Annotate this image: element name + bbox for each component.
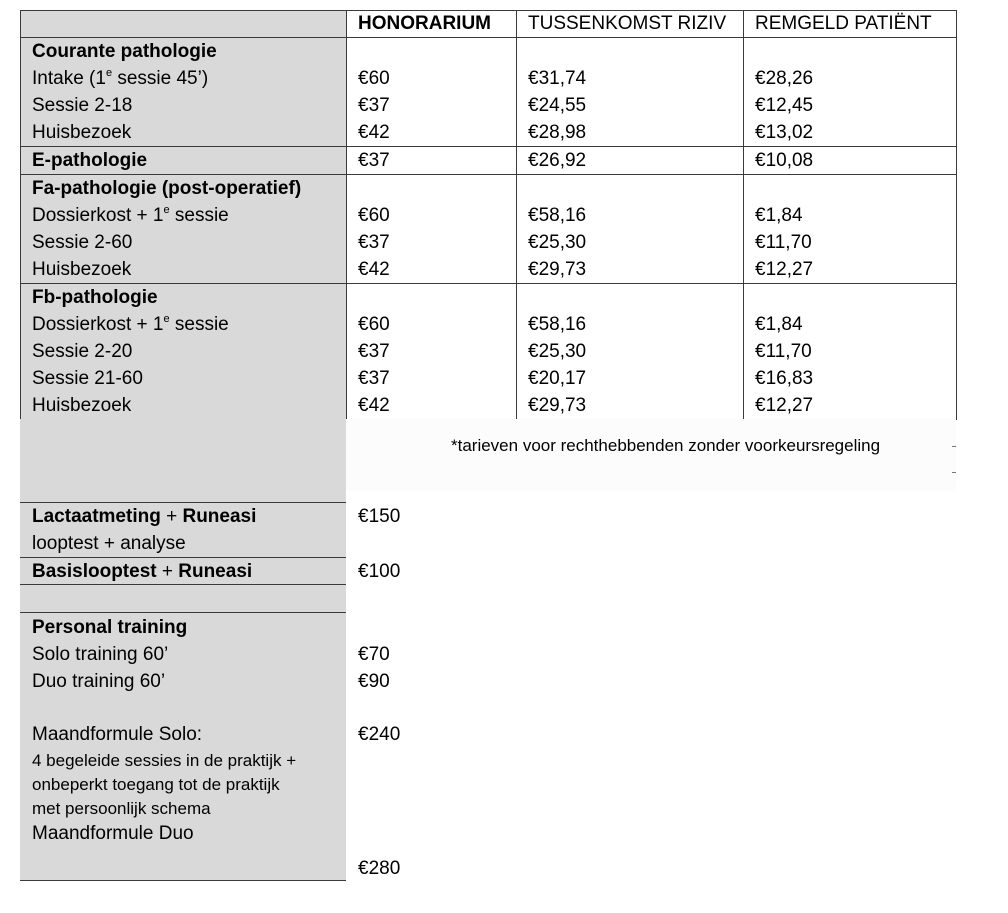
section-fb-pathologie: [21, 284, 957, 420]
basis-price: €100: [358, 561, 401, 582]
footnote-text: *tarieven voor rechthebbenden zonder voorkeursregeling: [451, 436, 881, 455]
section-title: Courante pathologie: [32, 41, 217, 62]
row-label: [32, 202, 346, 229]
row-label: Huisbezoek: [32, 122, 132, 143]
maandformule-solo-price: €240: [358, 724, 401, 745]
label-text: Dossierkost + 1: [32, 205, 164, 226]
riziv-value: €58,16: [528, 205, 587, 226]
honorarium-cell: [347, 175, 517, 284]
row-label: Sessie 2-20: [32, 341, 133, 362]
row-label: Sessie 2-60: [32, 232, 133, 253]
riziv-value: €29,73: [528, 259, 587, 280]
label-text: sessie: [169, 314, 229, 335]
header-tussenkomst-riziv: TUSSENKOMST RIZIV: [517, 11, 744, 38]
honorarium-value: €60: [358, 68, 390, 89]
lactaat-label: [32, 503, 256, 530]
header-remgeld-patient: REMGELD PATIËNT: [744, 11, 957, 38]
section-title: E-pathologie: [32, 150, 148, 171]
duo-training-price: €90: [358, 671, 390, 692]
remgeld-cell: [744, 175, 957, 284]
row-label: [32, 65, 346, 92]
label-text: +: [160, 506, 183, 527]
label-text: sessie 45’): [112, 68, 209, 89]
solo-training-label: Solo training 60’: [32, 644, 169, 665]
section-labels: [21, 147, 347, 175]
lactaat-sublabel: looptest + analyse: [32, 533, 186, 554]
riziv-cell: [517, 38, 744, 147]
remgeld-value: €1,84: [755, 314, 803, 335]
tariff-table: [20, 10, 957, 420]
remgeld-value: €11,70: [755, 341, 812, 362]
riziv-value: €58,16: [528, 314, 587, 335]
remgeld-cell: [744, 38, 957, 147]
label-text: Dossierkost + 1: [32, 314, 164, 335]
honorarium-cell: [347, 147, 517, 175]
maandformule-solo-label: Maandformule Solo:: [32, 724, 203, 745]
superscript: e: [163, 203, 170, 216]
honorarium-cell: [347, 38, 517, 147]
riziv-value: €25,30: [528, 341, 587, 362]
riziv-value: €26,92: [528, 150, 587, 171]
honorarium-value: €37: [358, 232, 390, 253]
remgeld-value: €10,08: [755, 150, 814, 171]
remgeld-value: €12,45: [755, 95, 814, 116]
honorarium-value: €37: [358, 341, 390, 362]
personal-training-title: Personal training: [32, 617, 188, 638]
row-label: Huisbezoek: [32, 395, 132, 416]
section-labels: [21, 38, 347, 147]
divider-mark: [952, 446, 956, 447]
solo-training-price: €70: [358, 644, 390, 665]
honorarium-cell: [347, 284, 517, 420]
superscript: e: [105, 66, 113, 79]
label-bold: Runeasi: [178, 561, 253, 582]
section-title: Fb-pathologie: [32, 287, 158, 308]
riziv-cell: [517, 175, 744, 284]
row-label: Sessie 2-18: [32, 95, 133, 116]
label-text: +: [156, 561, 179, 582]
riziv-value: €20,17: [528, 368, 587, 389]
honorarium-value: €42: [358, 122, 390, 143]
maandformule-description-line: onbeperkt toegang tot de praktijk: [32, 775, 280, 794]
row-label: Huisbezoek: [32, 259, 132, 280]
riziv-value: €28,98: [528, 122, 587, 143]
remgeld-value: €12,27: [755, 395, 814, 416]
basis-label: [32, 558, 252, 585]
honorarium-value: €37: [358, 150, 390, 171]
honorarium-value: €37: [358, 368, 390, 389]
riziv-value: €24,55: [528, 95, 587, 116]
remgeld-value: €28,26: [755, 68, 814, 89]
label-bold: Runeasi: [182, 506, 257, 527]
label-text: sessie: [169, 205, 229, 226]
duo-training-label: Duo training 60’: [32, 671, 166, 692]
divider: [20, 612, 346, 613]
section-labels: [21, 284, 347, 420]
riziv-value: €29,73: [528, 395, 587, 416]
section-fa-pathologie: [21, 175, 957, 284]
header-empty-cell: [21, 11, 347, 38]
remgeld-value: €16,83: [755, 368, 814, 389]
lactaat-price: €150: [358, 506, 401, 527]
honorarium-value: €42: [358, 395, 390, 416]
remgeld-value: €1,84: [755, 205, 803, 226]
honorarium-value: €37: [358, 95, 390, 116]
riziv-value: €25,30: [528, 232, 587, 253]
honorarium-value: €42: [358, 259, 390, 280]
riziv-cell: [517, 284, 744, 420]
maandformule-duo-price: €280: [358, 858, 401, 879]
header-honorarium: HONORARIUM: [347, 11, 517, 38]
table-header-row: [21, 11, 957, 38]
row-label: [32, 311, 346, 338]
label-bold: Basislooptest: [32, 561, 157, 582]
remgeld-value: €12,27: [755, 259, 814, 280]
superscript: e: [163, 312, 170, 325]
divider: [20, 880, 346, 881]
honorarium-value: €60: [358, 314, 390, 335]
label-text: Intake (1: [32, 68, 106, 89]
remgeld-cell: [744, 284, 957, 420]
honorarium-value: €60: [358, 205, 390, 226]
section-labels: [21, 175, 347, 284]
remgeld-value: €13,02: [755, 122, 814, 143]
riziv-cell: [517, 147, 744, 175]
row-label: Sessie 21-60: [32, 368, 143, 389]
remgeld-value: €11,70: [755, 232, 812, 253]
maandformule-description-line: met persoonlijk schema: [32, 799, 211, 818]
section-e-pathologie: [21, 147, 957, 175]
remgeld-cell: [744, 147, 957, 175]
maandformule-duo-label: Maandformule Duo: [32, 823, 194, 844]
divider-mark: [952, 472, 956, 473]
maandformule-description-line: 4 begeleide sessies in de praktijk +: [32, 751, 297, 770]
riziv-value: €31,74: [528, 68, 587, 89]
section-courante: [21, 38, 957, 147]
label-bold: Lactaatmeting: [32, 506, 161, 527]
section-title: Fa-pathologie (post-operatief): [32, 178, 302, 199]
